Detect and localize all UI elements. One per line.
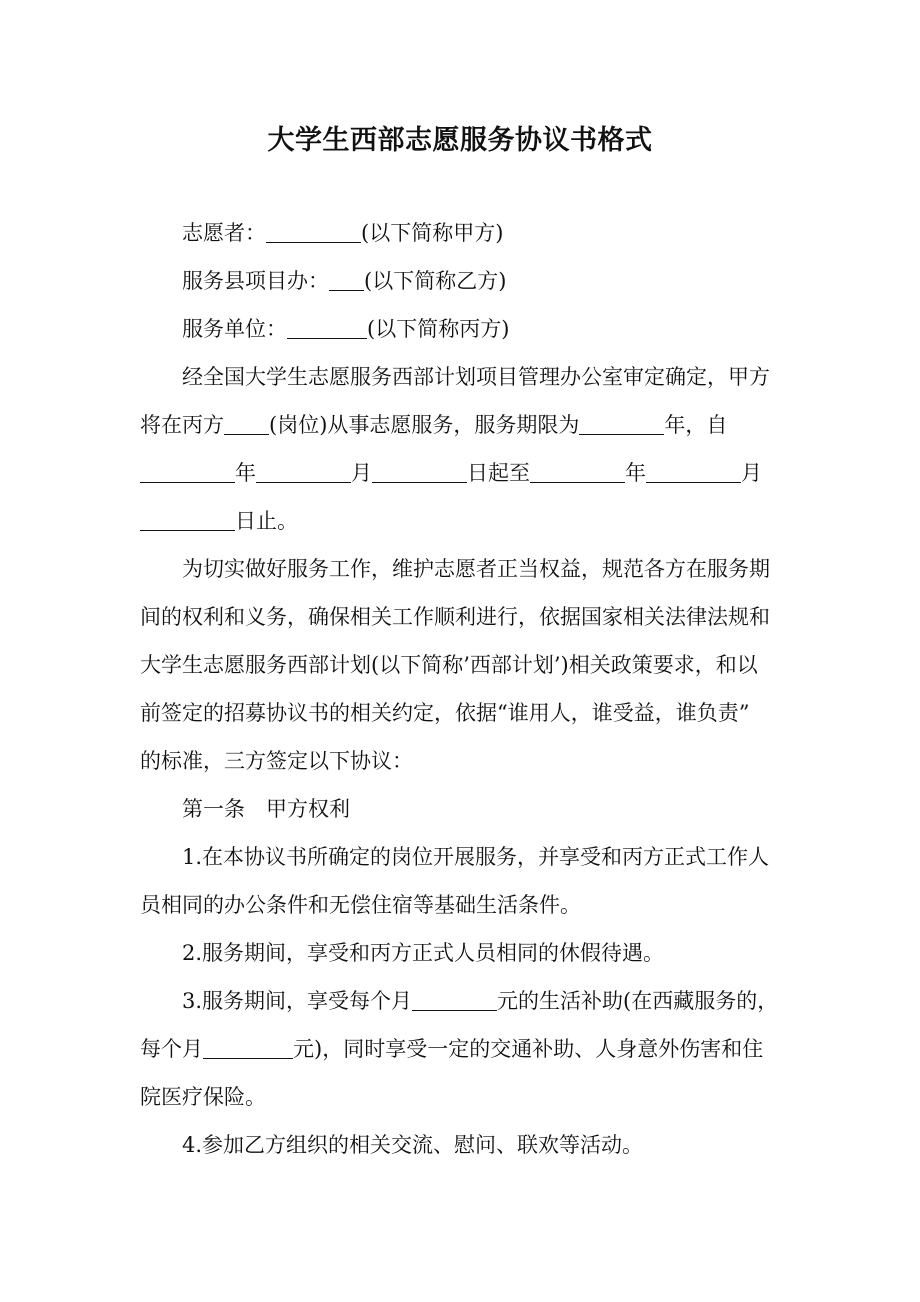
party-volunteer-line: [182, 218, 503, 248]
para1-text: 月: [741, 461, 762, 485]
volunteer-blank: [266, 222, 361, 243]
item3-text: 元)，同时享受一定的交通补助、人身意外伤害和住: [293, 1037, 764, 1061]
para1-line4: [140, 506, 298, 536]
article1-item3-line3: 院医疗保险。: [140, 1085, 266, 1109]
unit-note: (以下简称丙方): [367, 317, 510, 341]
page-title: 大学生西部志愿服务协议书格式: [267, 125, 653, 156]
county-office-blank: [329, 270, 364, 291]
volunteer-label: 志愿者：: [182, 221, 266, 245]
county-office-label: 服务县项目办：: [182, 269, 329, 293]
para1-line3: [140, 458, 762, 488]
para1-text: 日止。: [235, 509, 298, 533]
end-month-blank: [646, 462, 741, 483]
para1-text: (岗位)从事志愿服务，服务期限为: [269, 413, 580, 437]
para1-text: 年: [625, 461, 646, 485]
unit-label: 服务单位：: [182, 317, 287, 341]
start-day-blank: [372, 462, 467, 483]
para1-text: 月: [351, 461, 372, 485]
term-blank: [579, 414, 664, 435]
para2-line3: 大学生志愿服务西部计划(以下简称’西部计划’)相关政策要求，和以: [140, 653, 758, 677]
article1-item3-line1: [182, 986, 778, 1016]
position-blank: [224, 414, 269, 435]
para1-line2: [140, 410, 727, 440]
item3-text: 元的生活补助(在西藏服务的，: [497, 989, 779, 1013]
party-county-office-line: [182, 266, 506, 296]
party-unit-line: [182, 314, 509, 344]
tibet-subsidy-blank: [203, 1038, 293, 1059]
para2-line4: 前签定的招募协议书的相关约定，依据“谁用人，谁受益，谁负责”: [140, 701, 750, 725]
start-year-blank: [140, 462, 235, 483]
unit-blank: [287, 318, 367, 339]
item3-text: 每个月: [140, 1037, 203, 1061]
para1-text: 年，自: [664, 413, 728, 437]
article1-item1-line1: 1.在本协议书所确定的岗位开展服务，并享受和丙方正式工作人: [182, 845, 770, 869]
volunteer-note: (以下简称甲方): [361, 221, 504, 245]
para1-text: 日起至: [467, 461, 530, 485]
para1-line1: 经全国大学生志愿服务西部计划项目管理办公室审定确定，甲方: [182, 365, 770, 389]
para1-text: 年: [235, 461, 256, 485]
article1-item3-line2: [140, 1034, 763, 1064]
end-year-blank: [530, 462, 625, 483]
article1-item1-line2: 员相同的办公条件和无偿住宿等基础生活条件。: [140, 893, 581, 917]
article1-heading: 第一条 甲方权利: [182, 797, 350, 821]
item3-text: 3.服务期间，享受每个月: [182, 989, 413, 1013]
para2-line2: 间的权利和义务，确保相关工作顺利进行，依据国家相关法律法规和: [140, 605, 770, 629]
start-month-blank: [256, 462, 351, 483]
para2-line5: 的标准，三方签定以下协议：: [140, 749, 413, 773]
article1-item2: 2.服务期间，享受和丙方正式人员相同的休假待遇。: [182, 941, 665, 965]
county-office-note: (以下简称乙方): [364, 269, 507, 293]
subsidy-blank: [412, 990, 497, 1011]
para1-text: 将在丙方: [140, 413, 224, 437]
para2-line1: 为切实做好服务工作，维护志愿者正当权益，规范各方在服务期: [182, 557, 770, 581]
article1-item4: 4.参加乙方组织的相关交流、慰问、联欢等活动。: [182, 1133, 644, 1157]
end-day-blank: [140, 510, 235, 531]
